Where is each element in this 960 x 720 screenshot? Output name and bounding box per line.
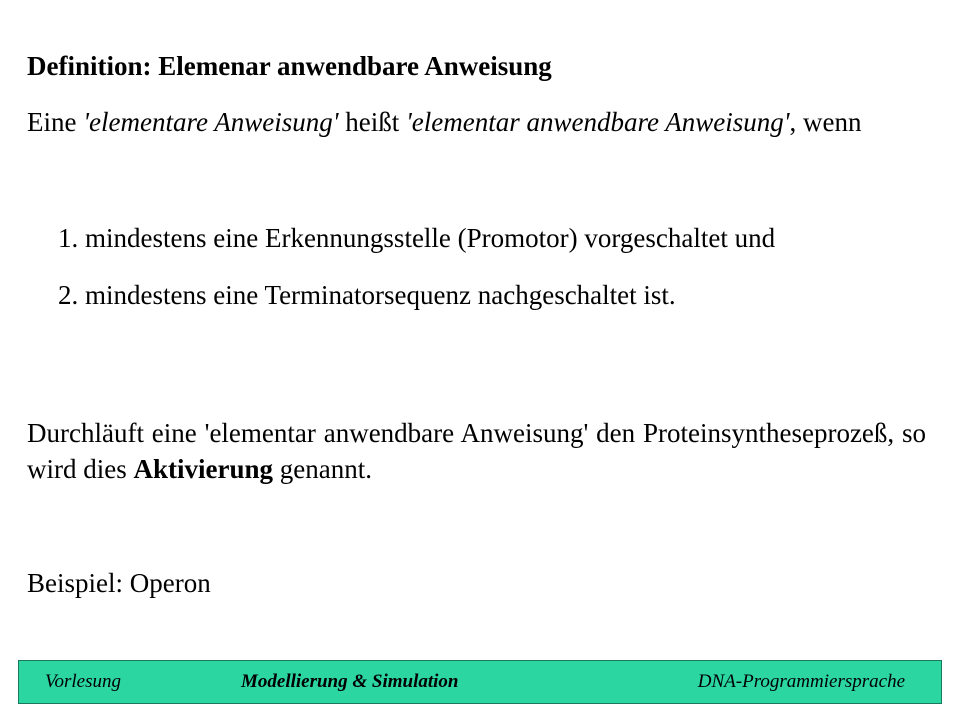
- footer-course-title: Modellierung & Simulation: [241, 671, 459, 692]
- condition-list: [58, 220, 775, 334]
- definition-paragraph: [27, 105, 926, 140]
- list-item: 1. mindestens eine Erkennungsstelle (Promotor) vorgeschaltet und: [58, 223, 776, 253]
- paragraph-text: Durchläuft eine 'elementar anwendbare Anweisung' den Proteinsyntheseprozeß, so wird dies: [27, 418, 926, 484]
- paragraph-text: Eine: [27, 107, 84, 137]
- activation-paragraph: [27, 415, 926, 487]
- paragraph-text: heißt: [338, 107, 406, 137]
- term-elementare-anweisung: 'elementare Anweisung': [83, 107, 339, 137]
- term-elementar-anwendbare-anweisung: 'elementar anwendbare Anweisung': [405, 107, 790, 137]
- paragraph-text: genannt.: [273, 454, 372, 484]
- term-aktivierung: Aktivierung: [133, 454, 273, 484]
- definition-title: Definition: Elemenar anwendbare Anweisung: [27, 51, 552, 81]
- list-item: 2. mindestens eine Terminatorsequenz nachgeschaltet ist.: [58, 280, 676, 310]
- example-text: Beispiel: Operon: [27, 568, 211, 598]
- footer-topic-label: DNA-Programmiersprache: [697, 671, 905, 692]
- footer-lecture-label: Vorlesung: [45, 671, 121, 692]
- paragraph-text: , wenn: [789, 107, 862, 137]
- footer-bar: [18, 660, 942, 704]
